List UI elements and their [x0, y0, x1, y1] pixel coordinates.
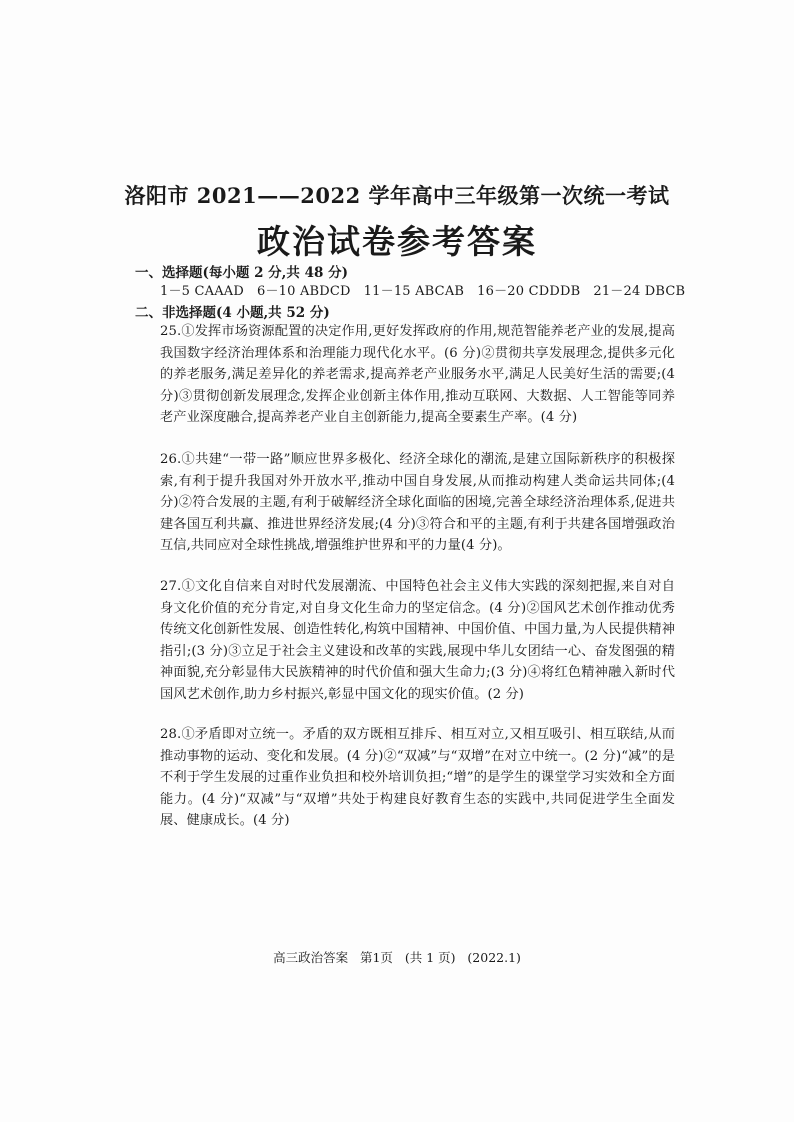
page-footer: 高三政治答案 第1页 (共 1 页) (2022.1)	[273, 950, 521, 965]
question-26-answer: 26.①共建“一带一路”顺应世界多极化、经济全球化的潮流,是建立国际新秩序的积极探索,有利于提升我国对外开放水平,推动中国自身发展,从而推动构建人类命运共同体;(4 分)②符合发展的主题,有利于破解经济全球化面临的困境,完善全球经济治理体系,促进共建各国互利共赢、推进世界经济发展;(4 分)③符合和平的主题,有利于共建各国增强政治互信,共同应对全球性挑战,增强维护世界和平的力量(4 分)。	[160, 452, 675, 554]
exam-title: 洛阳市 2021——2022 学年高中三年级第一次统一考试	[124, 183, 670, 208]
question-27-answer: 27.①文化自信来自对时代发展潮流、中国特色社会主义伟大实践的深刻把握,来自对自身文化价值的充分肯定,对自身文化生命力的坚定信念。(4 分)②国风艺术创作推动优秀传统文化创新性发展、创造性转化,构筑中国精神、中国价值、中国力量,为人民提供精神指引;(3 分)③立足于社会主义建设和改革的实践,展现中华儿女团结一心、奋发图强的精神面貌,充分彰显伟大民族精神的时代价值和强大生命力;(3 分)④将红色精神融入新时代国风艺术创作,助力乡村振兴,彰显中国文化的现实价值。(2 分)	[160, 579, 675, 702]
section-non-choice-heading: 二、非选择题(4 小题,共 52 分)	[135, 305, 330, 321]
multiple-choice-answers: 1－5 CAAAD 6－10 ABDCD 11－15 ABCAB 16－20 CDDDB 21－24 DBCB	[160, 284, 686, 299]
question-25-answer: 25.①发挥市场资源配置的决定作用,更好发挥政府的作用,规范智能养老产业的发展,提高我国数字经济治理体系和治理能力现代化水平。(6 分)②贯彻共享发展理念,提供多元化的养老服务,满足差异化的养老需求,提高养老产业服务水平,满足人民美好生活的需要;(4 分)③贯彻创新发展理念,发挥企业创新主体作用,推动互联网、大数据、人工智能等同养老产业深度融合,提高养老产业自主创新能力,提高全要素生产率。(4 分)	[160, 324, 675, 426]
section-multiple-choice-heading: 一、选择题(每小题 2 分,共 48 分)	[135, 265, 348, 281]
document-title: 政治试卷参考答案	[257, 222, 537, 261]
question-28-answer: 28.①矛盾即对立统一。矛盾的双方既相互排斥、相互对立,又相互吸引、相互联结,从而推动事物的运动、变化和发展。(4 分)②“双减”与“双增”在对立中统一。(2 分)“减”的是不利于学生发展的过重作业负担和校外培训负担;“增”的是学生的课堂学习实效和全方面能力。(4 分)“双减”与“双增”共处于构建良好教育生态的实践中,共同促进学生全面发展、健康成长。(4 分)	[160, 727, 675, 829]
